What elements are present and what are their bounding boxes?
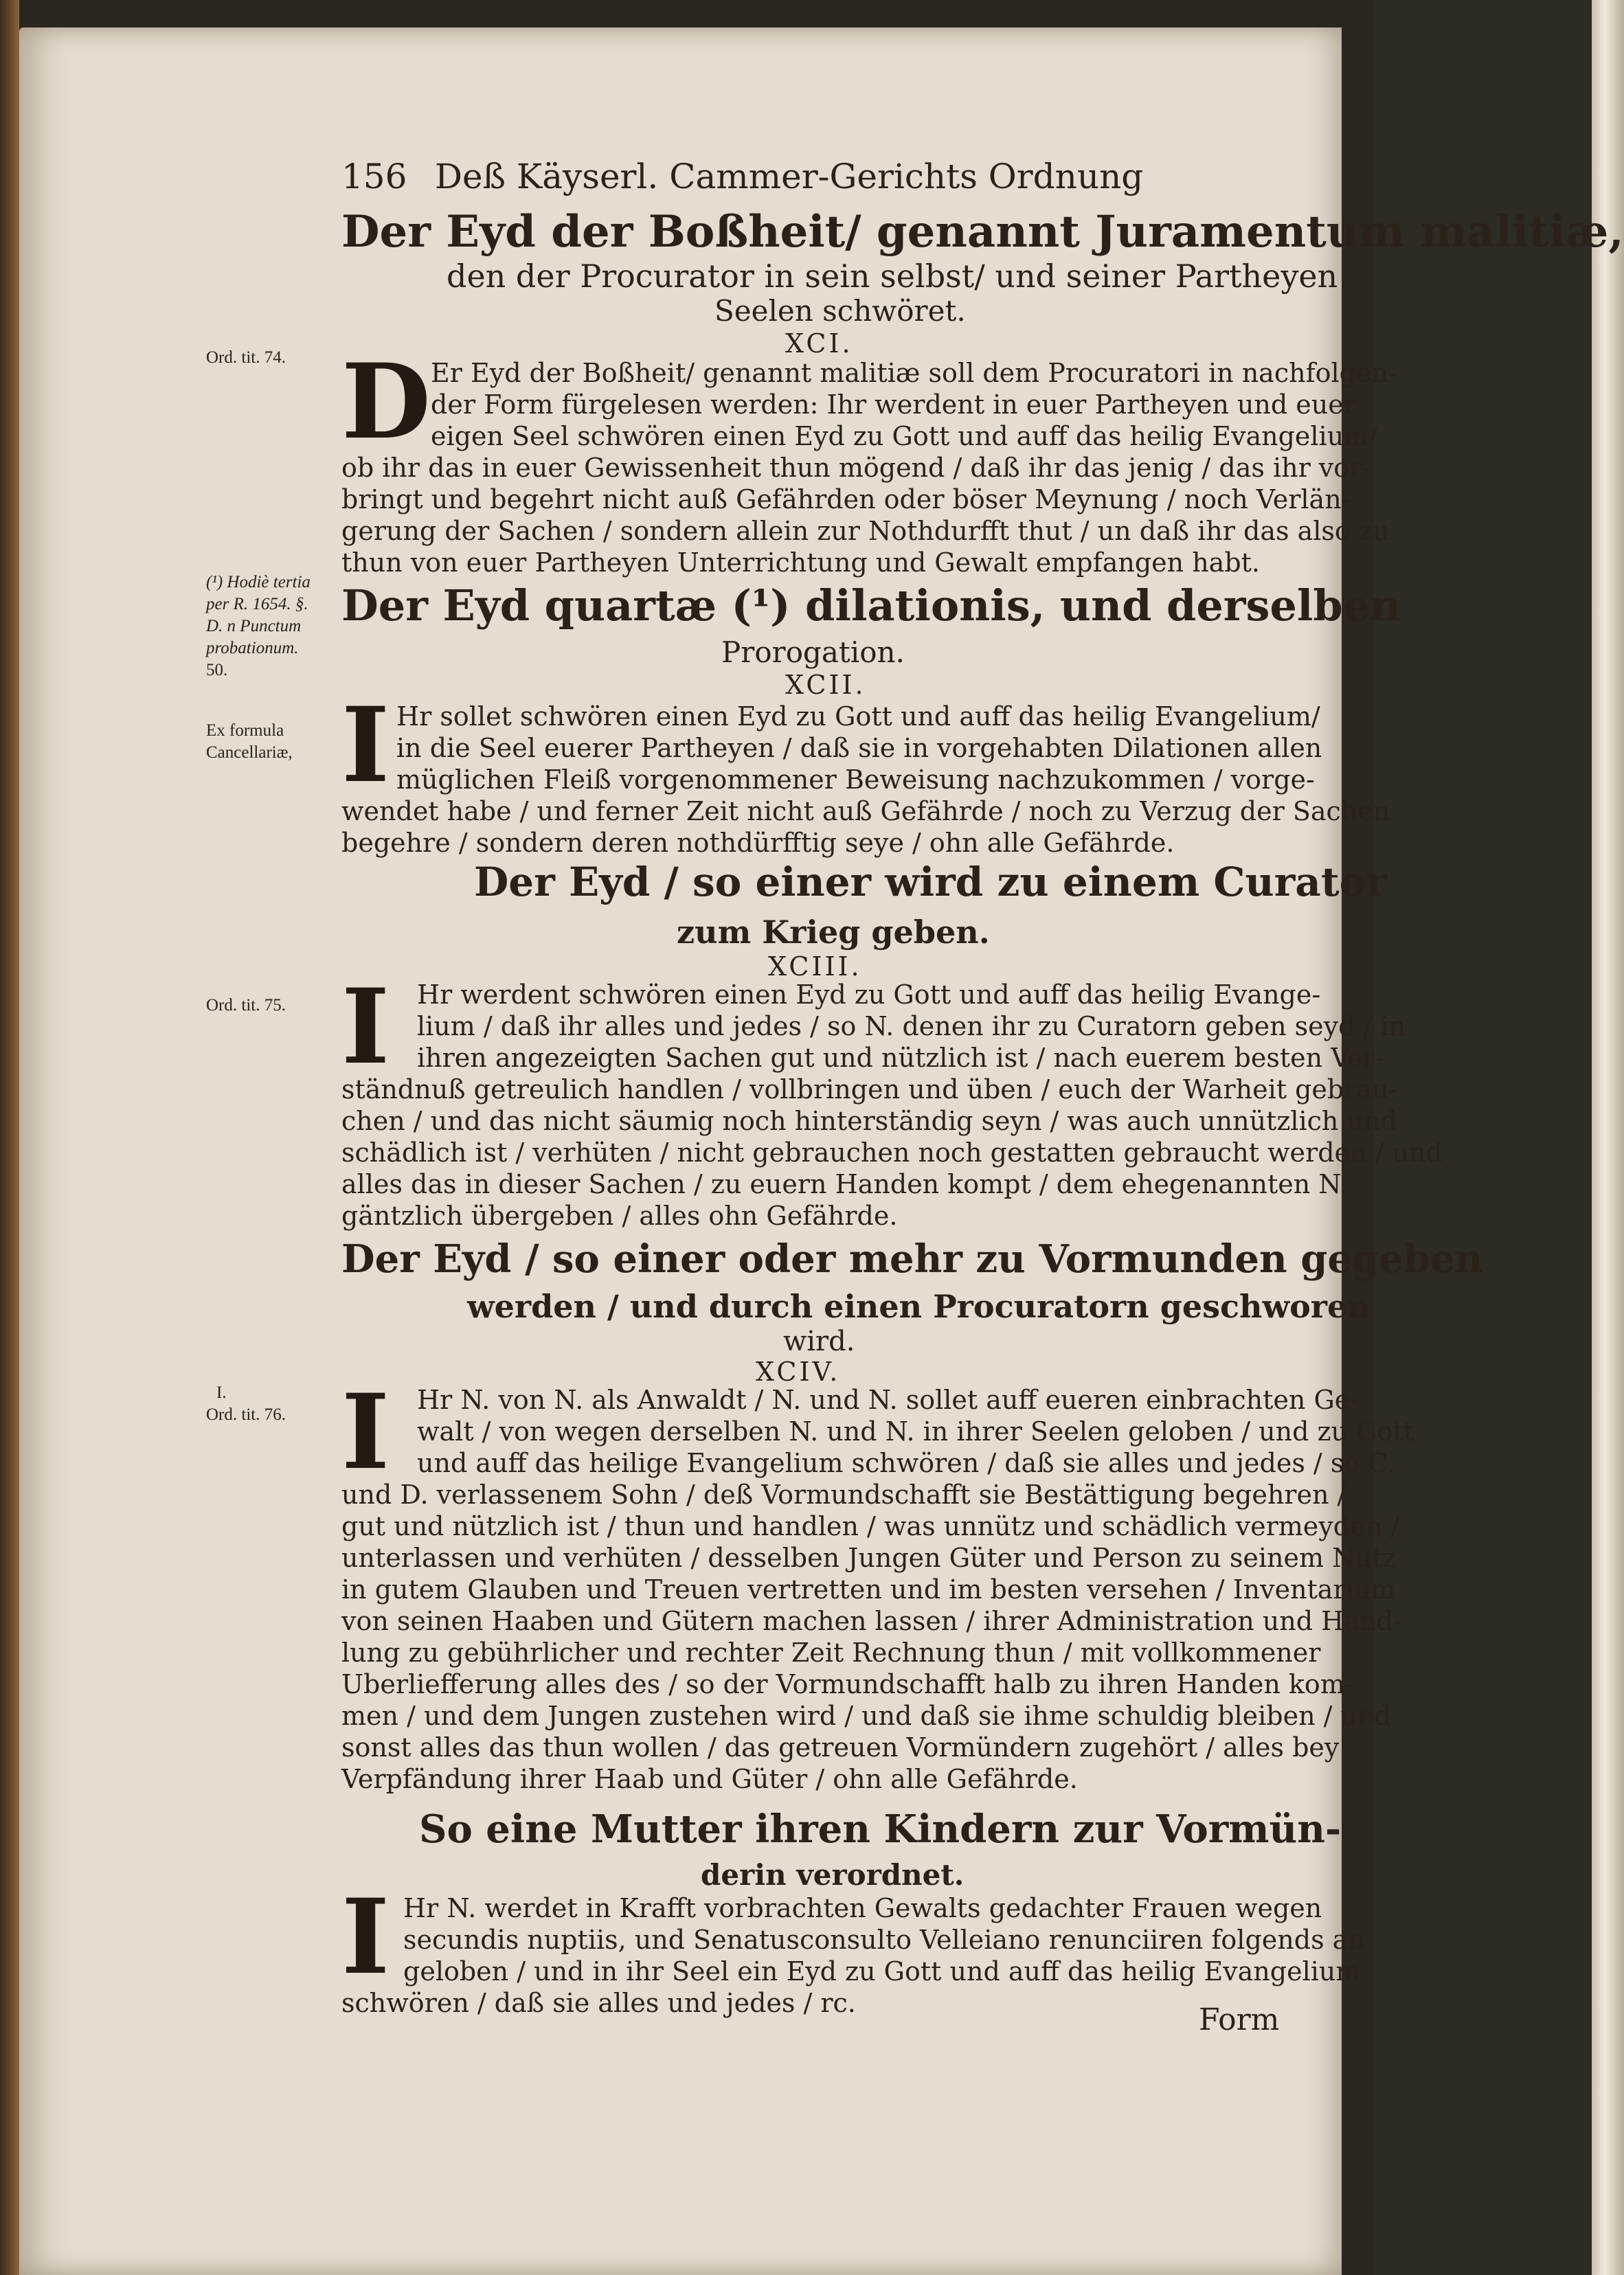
text-line: sonst alles das thun wollen / das getreuen Vormündern zugehört / alles bey [341, 1732, 1340, 1763]
text-line: gerung der Sachen / sondern allein zur Nothdurfft thut / un daß ihr das also zu [341, 516, 1390, 546]
text-line: in gutem Glauben und Treuen vertretten und im besten versehen / Inventarium [341, 1574, 1396, 1605]
margin-note: 50. [206, 661, 228, 679]
section-title: derin verordnet. [701, 1858, 965, 1892]
text-line: men / und dem Jungen zustehen wird / und daß sie ihme schuldig bleiben / und [341, 1701, 1391, 1731]
section-body [341, 701, 1390, 859]
section-body [341, 1892, 1374, 2019]
drop-cap: I [341, 685, 390, 806]
drop-cap: I [341, 966, 390, 1087]
section-title: den der Procurator in sein selbst/ und seiner Partheyen [447, 258, 1338, 295]
text-line: lium / daß ihr alles und jedes / so N. denen ihr zu Curatorn geben seyd / in [417, 1011, 1406, 1041]
section-body [341, 1384, 1414, 1795]
text-line: von seinen Haaben und Gütern machen lassen / ihrer Administration und Hand- [341, 1606, 1402, 1636]
section-title: Seelen schwöret. [714, 294, 966, 328]
text-line: Hr N. werdet in Krafft vorbrachten Gewalts gedachter Frauen wegen [403, 1893, 1322, 1923]
section-title: Prorogation. [721, 635, 905, 669]
text-line: schädlich ist / verhüten / nicht gebrauchen noch gestatten gebraucht werden / und [341, 1138, 1443, 1168]
drop-cap: D [341, 341, 431, 462]
section-title: Der Eyd quartæ (¹) dilationis, und derselben [341, 580, 1401, 631]
section-number: XCIII. [768, 951, 862, 982]
text-line: thun von euer Partheyen Unterrichtung und Gewalt empfangen habt. [341, 547, 1260, 578]
section-title: zum Krieg geben. [677, 914, 990, 951]
page-number: 156 [341, 157, 407, 196]
text-line: alles das in dieser Sachen / zu euern Handen kompt / dem ehegenannten N. [341, 1169, 1349, 1199]
section-body [341, 979, 1443, 1232]
section-title: Der Eyd / so einer oder mehr zu Vormunden gegeben [341, 1236, 1483, 1282]
text-line: lung zu gebührlicher und rechter Zeit Rechnung thun / mit vollkommener [341, 1638, 1321, 1668]
section-number: XCII. [785, 670, 866, 700]
margin-note: probationum. [206, 639, 299, 657]
text-line: müglichen Fleiß vorgenommener Beweisung nachzukommen / vorge- [396, 765, 1315, 795]
running-title: Deß Käyserl. Cammer-Gerichts Ordnung [434, 157, 1144, 196]
text-line: und D. verlassenem Sohn / deß Vormundschafft sie Bestättigung begehren / [341, 1480, 1346, 1510]
book-spine [0, 0, 19, 2275]
text-line: Hr N. von N. als Anwaldt / N. und N. sollet auff eueren einbrachten Ge- [417, 1385, 1360, 1415]
margin-note: (¹) Hodiè tertia [206, 573, 311, 591]
drop-cap: I [341, 1372, 390, 1493]
text-line: wendet habe / und ferner Zeit nicht auß Gefährde / noch zu Verzug der Sachen [341, 796, 1390, 826]
margin-note: Ord. tit. 76. [206, 1405, 286, 1424]
margin-note: per R. 1654. §. [206, 595, 308, 613]
text-line: Hr werdent schwören einen Eyd zu Gott und auff das heilig Evange- [417, 980, 1321, 1010]
text-line: Hr sollet schwören einen Eyd zu Gott und auff das heilig Evangelium/ [396, 701, 1320, 732]
text-line: Er Eyd der Boßheit/ genannt malitiæ soll dem Procuratori in nachfolgen- [431, 358, 1397, 388]
text-line: eigen Seel schwören einen Eyd zu Gott und auff das heilig Evangelium/ [431, 421, 1378, 451]
drop-cap: I [341, 1877, 390, 1997]
page-edges [1592, 0, 1624, 2275]
section-number: XCIV. [756, 1357, 841, 1387]
text-line: in die Seel euerer Partheyen / daß sie in vorgehabten Dilationen allen [396, 733, 1322, 763]
text-line: Uberliefferung alles des / so der Vormundschafft halb zu ihren Handen kom- [341, 1669, 1354, 1699]
margin-note: I. [216, 1383, 227, 1402]
text-line: walt / von wegen derselben N. und N. in ihrer Seelen geloben / und zu Gott [417, 1416, 1414, 1447]
text-line: geloben / und in ihr Seel ein Eyd zu Gott und auff das heilig Evangelium [403, 1956, 1361, 1987]
text-line: ständnuß getreulich handlen / vollbringen und üben / euch der Warheit gebrau- [341, 1074, 1398, 1105]
text-line: gäntzlich übergeben / alles ohn Gefährde. [341, 1201, 898, 1231]
text-line: ihren angezeigten Sachen gut und nützlich ist / nach euerem besten Ver- [417, 1043, 1384, 1073]
section-title: wird. [783, 1326, 855, 1357]
text-line: ob ihr das in euer Gewissenheit thun mögend / daß ihr das jenig / das ihr vor- [341, 453, 1371, 483]
text-line: chen / und das nicht säumig noch hinterständig seyn / was auch unnützlich und [341, 1106, 1397, 1136]
text-line: Verpfändung ihrer Haab und Güter / ohn alle Gefährde. [341, 1764, 1078, 1794]
margin-note: Cancellariæ, [206, 743, 293, 762]
running-header [341, 157, 1144, 212]
margin-note: Ord. tit. 74. [206, 348, 286, 367]
section-body [341, 357, 1397, 578]
section-title: Der Eyd / so einer wird zu einem Curator [474, 859, 1387, 905]
margin-note: Ord. tit. 75. [206, 996, 286, 1015]
section-title: Der Eyd der Boßheit/ genannt Juramentum malitiæ, [341, 206, 1624, 258]
section-title: So eine Mutter ihren Kindern zur Vormün- [419, 1807, 1342, 1852]
margin-note: D. n Punctum [206, 617, 302, 635]
text-line: secundis nuptiis, und Senatusconsulto Velleiano renunciiren folgends an- [403, 1925, 1374, 1955]
catchword: Form [1199, 2002, 1280, 2037]
text-line: und auff das heilige Evangelium schwören / daß sie alles und jedes / so C. [417, 1448, 1396, 1478]
text-line: schwören / daß sie alles und jedes / rc. [341, 1988, 856, 2018]
text-line: unterlassen und verhüten / desselben Jungen Güter und Person zu seinem Nutz [341, 1543, 1397, 1573]
text-line: der Form fürgelesen werden: Ihr werdent in euer Partheyen und euer [431, 389, 1356, 420]
margin-note: Ex formula [206, 721, 284, 740]
text-line: gut und nützlich ist / thun und handlen / was unnütz und schädlich vermeyden / [341, 1511, 1399, 1541]
text-line: begehre / sondern deren nothdürfftig seye / ohn alle Gefährde. [341, 828, 1175, 858]
section-number: XCI. [785, 328, 853, 359]
section-title: werden / und durch einen Procuratorn geschworen [467, 1288, 1371, 1325]
text-line: bringt und begehrt nicht auß Gefährden oder böser Meynung / noch Verlän- [341, 484, 1351, 514]
